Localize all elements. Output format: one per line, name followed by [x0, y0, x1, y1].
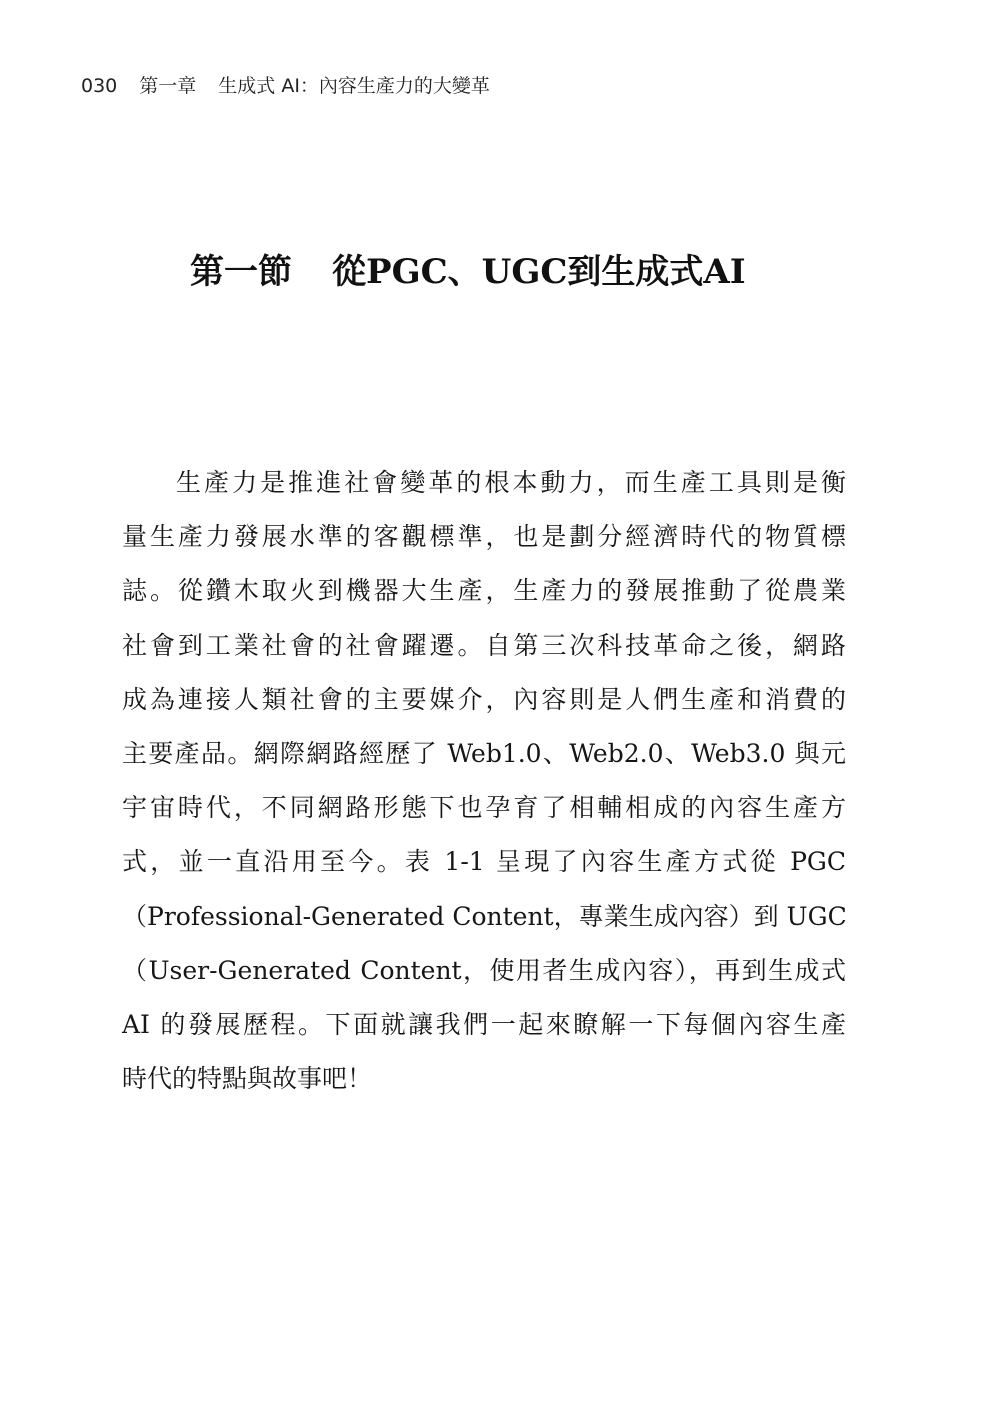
paragraph-line: 主要產品。網際網路經歷了 Web1.0、Web2.0、Web3.0 與元 — [122, 738, 846, 768]
paragraph-line: （User-Generated Content，使用者生成內容），再到生成式 — [122, 955, 846, 985]
chapter-label: 第一章 — [139, 75, 197, 97]
body-paragraph — [122, 456, 846, 1106]
paragraph-line: 生產力是推進社會變革的根本動力，而生產工具則是衡 — [176, 468, 846, 497]
page-number: 030 — [81, 75, 118, 97]
paragraph-line: 成為連接人類社會的主要媒介，內容則是人們生產和消費的 — [122, 684, 846, 714]
paragraph-line: 誌。從鑽木取火到機器大生產，生產力的發展推動了從農業 — [122, 576, 846, 606]
paragraph-line: 式，並一直沿用至今。表 1-1 呈現了內容生產方式從 PGC — [122, 847, 846, 877]
paragraph-line: 量生產力發展水準的客觀標準，也是劃分經濟時代的物質標 — [122, 522, 846, 552]
section-title: 從PGC、UGC到生成式AI — [332, 252, 746, 292]
paragraph-line: 宇宙時代，不同網路形態下也孕育了相輔相成的內容生產方 — [122, 793, 846, 823]
paragraph-line: 時代的特點與故事吧！ — [122, 1064, 373, 1094]
running-header — [81, 72, 490, 100]
section-number: 第一節 — [190, 252, 292, 292]
section-heading — [190, 246, 830, 298]
chapter-title: 生成式 AI：內容生產力的大變革 — [218, 75, 490, 97]
paragraph-line: AI 的發展歷程。下面就讓我們一起來瞭解一下每個內容生產 — [122, 1009, 846, 1039]
paragraph-line: （Professional-Generated Content，專業生成內容）到 UGC — [122, 901, 847, 931]
paragraph-line: 社會到工業社會的社會躍遷。自第三次科技革命之後，網路 — [122, 630, 846, 660]
